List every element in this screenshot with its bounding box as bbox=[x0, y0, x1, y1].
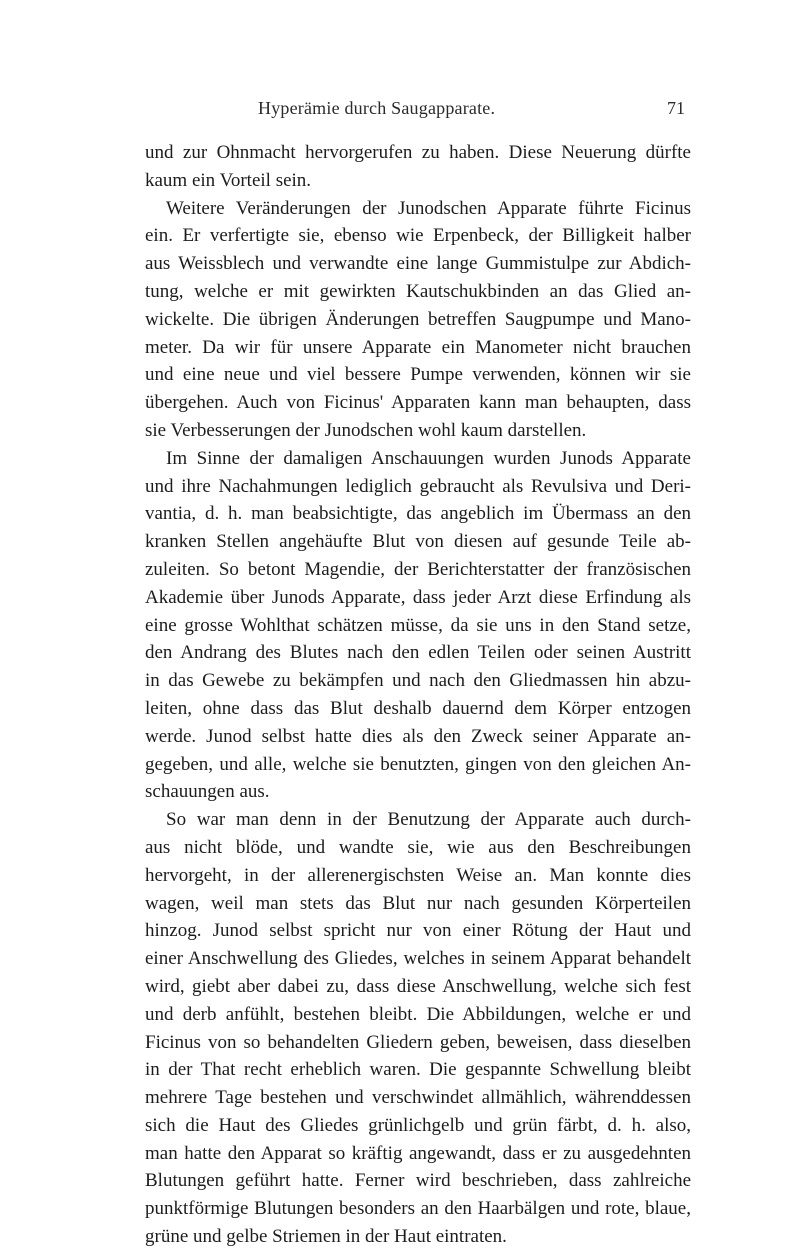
text-line: eine grosse Wohlthat schätzen müsse, da sie uns in den Stand setze, bbox=[145, 614, 691, 636]
text-line: sie Verbesserungen der Junodschen wohl kaum darstellen. bbox=[145, 419, 587, 441]
text-line: leiten, ohne dass das Blut deshalb dauernd dem Körper entzogen bbox=[145, 697, 691, 719]
text-line: Weitere Veränderungen der Junodschen Apparate führte Ficinus bbox=[166, 197, 691, 219]
text-line: hervorgeht, in der allerenergischsten Weise an. Man konnte dies bbox=[145, 864, 691, 886]
text-line: Im Sinne der damaligen Anschauungen wurden Junods Apparate bbox=[166, 447, 691, 469]
text-line: punktförmige Blutungen besonders an den Haarbälgen und rote, blaue, bbox=[145, 1198, 691, 1220]
text-line: meter. Da wir für unsere Apparate ein Manometer nicht brauchen bbox=[145, 336, 691, 358]
text-line: aus nicht blöde, und wandte sie, wie aus den Beschreibungen bbox=[145, 836, 691, 858]
text-line: werde. Junod selbst hatte dies als den Zweck seiner Apparate an- bbox=[145, 725, 691, 747]
text-line: wagen, weil man stets das Blut nur nach gesunden Körperteilen bbox=[145, 892, 691, 914]
page-number: 71 bbox=[667, 98, 685, 118]
text-line: und ihre Nachahmungen lediglich gebraucht als Revulsiva und Deri- bbox=[145, 475, 691, 497]
text-line: den Andrang des Blutes nach den edlen Teilen oder seinen Austritt bbox=[145, 642, 691, 664]
body-text bbox=[145, 139, 691, 1251]
text-line: wickelte. Die übrigen Änderungen betreffen Saugpumpe und Mano- bbox=[145, 308, 691, 330]
text-line: grüne und gelbe Striemen in der Haut eintraten. bbox=[145, 1226, 507, 1248]
text-line: einer Anschwellung des Gliedes, welches in seinem Apparat behandelt bbox=[145, 948, 691, 970]
text-line: man hatte den Apparat so kräftig angewandt, dass er zu ausgedehnten bbox=[145, 1142, 691, 1164]
text-line: ein. Er verfertigte sie, ebenso wie Erpenbeck, der Billigkeit halber bbox=[145, 225, 691, 247]
text-line: schauungen aus. bbox=[145, 781, 270, 803]
text-line: zuleiten. So betont Magendie, der Berichterstatter der französischen bbox=[145, 558, 691, 580]
text-line: So war man denn in der Benutzung der Apparate auch durch- bbox=[166, 809, 691, 831]
text-line: und zur Ohnmacht hervorgerufen zu haben. Diese Neuerung dürfte bbox=[145, 142, 691, 163]
text-line: gegeben, und alle, welche sie benutzten, gingen von den gleichen An- bbox=[145, 753, 691, 775]
running-head bbox=[145, 98, 685, 122]
text-line: in der That recht erheblich waren. Die gespannte Schwellung bleibt bbox=[145, 1059, 691, 1081]
text-line: Blutungen geführt hatte. Ferner wird beschrieben, dass zahlreiche bbox=[145, 1170, 691, 1192]
text-line: sich die Haut des Gliedes grünlichgelb und grün färbt, d. h. also, bbox=[145, 1114, 691, 1136]
text-line: kranken Stellen angehäufte Blut von diesen auf gesunde Teile ab- bbox=[145, 531, 691, 553]
text-line: Akademie über Junods Apparate, dass jeder Arzt diese Erfindung als bbox=[145, 586, 691, 608]
text-line: aus Weissblech und verwandte eine lange Gummistulpe zur Abdich- bbox=[145, 253, 691, 275]
text-line: Ficinus von so behandelten Gliedern geben, beweisen, dass dieselben bbox=[145, 1031, 691, 1053]
text-line: übergehen. Auch von Ficinus' Apparaten kann man behaupten, dass bbox=[145, 392, 691, 414]
text-line: kaum ein Vorteil sein. bbox=[145, 169, 312, 191]
running-title: Hyperämie durch Saugapparate. bbox=[258, 98, 496, 118]
text-line: tung, welche er mit gewirkten Kautschukbinden an das Glied an- bbox=[145, 280, 691, 302]
text-line: und eine neue und viel bessere Pumpe verwenden, können wir sie bbox=[145, 364, 691, 386]
text-line: hinzog. Junod selbst spricht nur von einer Rötung der Haut und bbox=[145, 920, 691, 942]
text-line: wird, giebt aber dabei zu, dass diese Anschwellung, welche sich fest bbox=[145, 975, 691, 997]
text-line: in das Gewebe zu bekämpfen und nach den Gliedmassen hin abzu- bbox=[145, 670, 691, 692]
text-line: vantia, d. h. man beabsichtigte, das angeblich im Übermass an den bbox=[145, 503, 691, 525]
text-line: und derb anfühlt, bestehen bleibt. Die Abbildungen, welche er und bbox=[145, 1003, 691, 1025]
text-line: mehrere Tage bestehen und verschwindet allmählich, währenddessen bbox=[145, 1087, 691, 1109]
